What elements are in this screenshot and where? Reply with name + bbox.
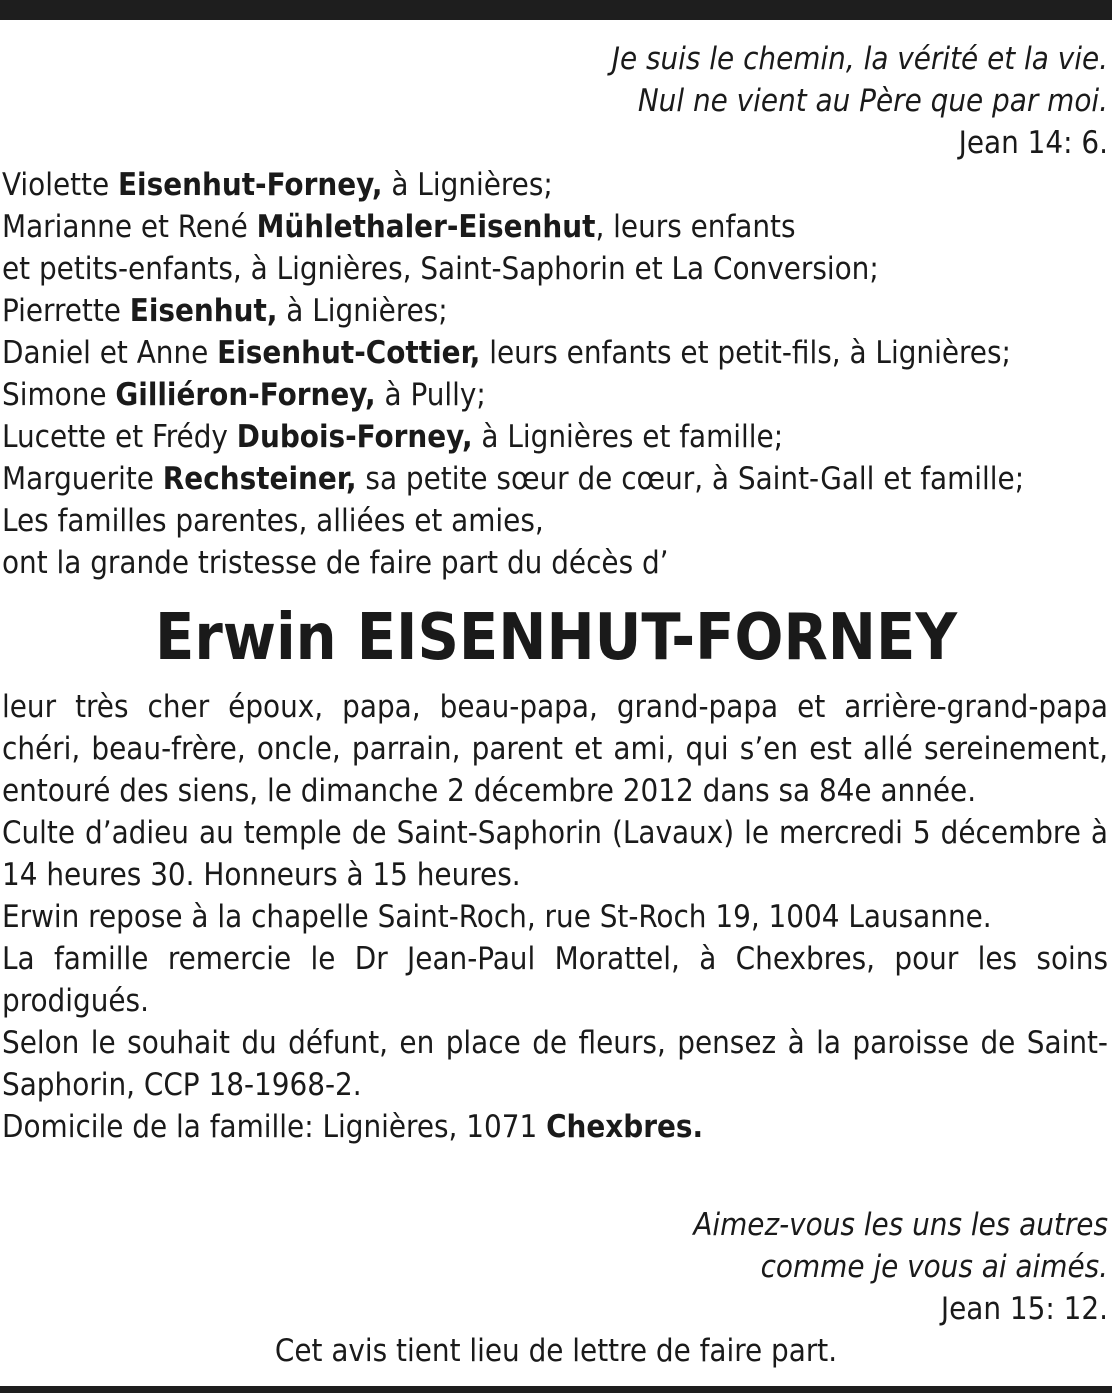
mourner-row — [2, 500, 1108, 542]
mourner-text: Lucette et Frédy — [2, 419, 237, 455]
mourner-text: Marguerite — [2, 461, 163, 497]
mourner-name: Eisenhut, — [129, 293, 278, 329]
mourner-row — [2, 290, 1108, 332]
donation-paragraph: Selon le souhait du défunt, en place de fleurs, pensez à la paroisse de Saint-Saphorin, CCP 18-1968-2. — [2, 1025, 1108, 1103]
address-text: Domicile de la famille: Lignières, 1071 — [2, 1109, 547, 1145]
verse-reference: Jean 15: 12. — [940, 1291, 1108, 1327]
deceased-name: Erwin EISENHUT-FORNEY — [155, 601, 957, 675]
mourner-text: ont la grande tristesse de faire part du décès d’ — [2, 545, 669, 581]
verse-reference: Jean 14: 6. — [958, 125, 1108, 161]
mourner-text: à Lignières; — [382, 167, 553, 203]
mourner-name: Dubois-Forney, — [236, 419, 473, 455]
rest-location-paragraph: Erwin repose à la chapelle Saint-Roch, rue St-Roch 19, 1004 Lausanne. — [2, 899, 992, 935]
verse-line: Nul ne vient au Père que par moi. — [637, 83, 1108, 119]
mourners-list — [2, 164, 1108, 584]
closing-verse — [693, 1204, 1108, 1330]
mourner-text: , leurs enfants — [595, 209, 796, 245]
mourner-name: Eisenhut-Cottier, — [217, 335, 481, 371]
notice-body — [2, 686, 1108, 1148]
mourner-row — [2, 416, 1108, 458]
verse-line: Aimez-vous les uns les autres — [693, 1207, 1108, 1243]
mourner-text: Daniel et Anne — [2, 335, 218, 371]
mourner-text: et petits-enfants, à Lignières, Saint-Saphorin et La Conversion; — [2, 251, 879, 287]
mourner-row — [2, 332, 1108, 374]
footer-note: Cet avis tient lieu de lettre de faire part. — [274, 1333, 838, 1369]
mourner-text: Marianne et René — [2, 209, 257, 245]
thanks-paragraph: La famille remercie le Dr Jean-Paul Morattel, à Chexbres, pour les soins prodigués. — [2, 941, 1108, 1019]
mourner-name: Rechsteiner, — [162, 461, 357, 497]
family-address-paragraph — [2, 1106, 1108, 1148]
mourner-row — [2, 458, 1108, 500]
bottom-rule — [0, 1386, 1112, 1393]
mourner-text: sa petite sœur de cœur, à Saint-Gall et famille; — [356, 461, 1025, 497]
address-town: Chexbres. — [546, 1109, 704, 1145]
service-paragraph: Culte d’adieu au temple de Saint-Saphorin (Lavaux) le mercredi 5 décembre à 14 heures 30. Honneurs à 15 heures. — [2, 815, 1108, 893]
mourner-row — [2, 206, 1108, 248]
mourner-text: à Lignières; — [277, 293, 448, 329]
mourner-row — [2, 164, 1108, 206]
top-rule — [0, 0, 1112, 20]
mourner-text: Simone — [2, 377, 116, 413]
mourner-row — [2, 542, 1108, 584]
mourner-text: leurs enfants et petit-fils, à Lignières; — [480, 335, 1011, 371]
mourner-row — [2, 374, 1108, 416]
mourner-text: Violette — [2, 167, 118, 203]
mourner-name: Eisenhut-Forney, — [118, 167, 383, 203]
tribute-paragraph: leur très cher époux, papa, beau-papa, grand-papa et arrière-grand-papa chéri, beau-frère, oncle, parrain, parent et ami, qui s’en est allé sereinement, entouré des siens, le dimanche 2 décembre 2012 dans sa 84e année. — [2, 689, 1108, 809]
opening-verse — [612, 38, 1108, 164]
mourner-text: à Lignières et famille; — [472, 419, 784, 455]
mourner-text: Pierrette — [2, 293, 130, 329]
mourner-name: Gilliéron-Forney, — [115, 377, 376, 413]
mourner-text: à Pully; — [375, 377, 486, 413]
verse-line: Je suis le chemin, la vérité et la vie. — [611, 41, 1108, 77]
mourner-text: Les familles parentes, alliées et amies, — [2, 503, 544, 539]
mourner-row — [2, 248, 1108, 290]
verse-line: comme je vous ai aimés. — [760, 1249, 1108, 1285]
mourner-name: Mühlethaler-Eisenhut — [256, 209, 596, 245]
